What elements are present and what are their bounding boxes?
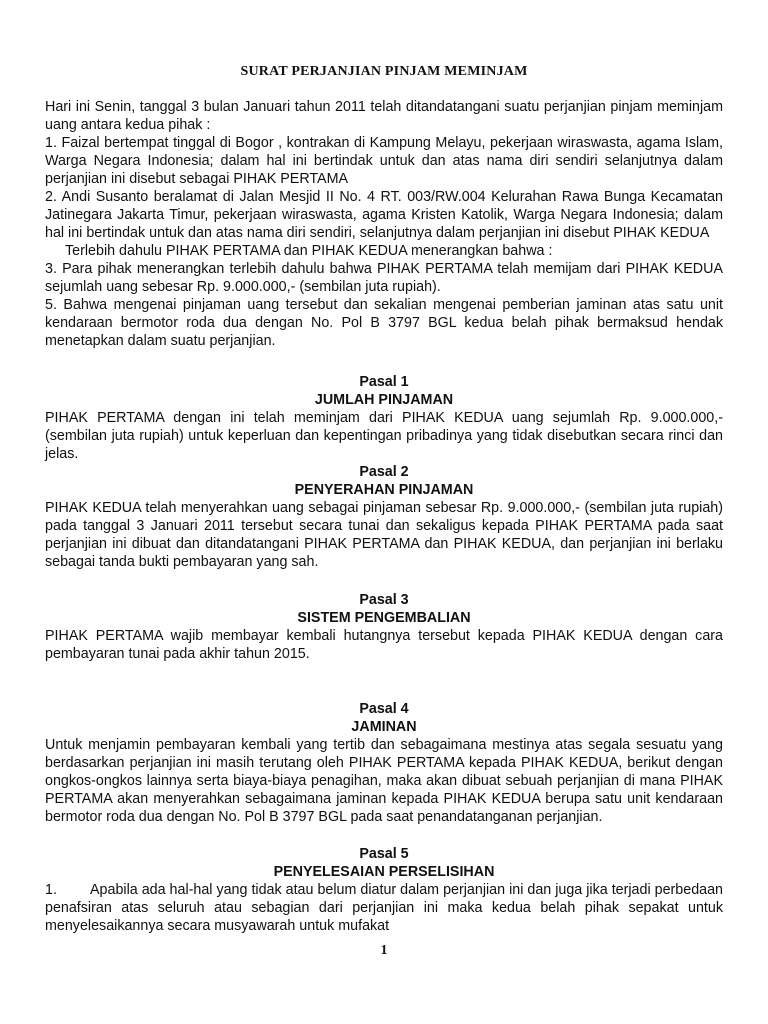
- pasal-4-body: Untuk menjamin pembayaran kembali yang tertib dan sebagaimana mestinya atas segala sesuatu yang berdasarkan perjanjian ini masih terutang oleh PIHAK PERTAMA kepada PIHAK KEDUA, berikut dengan ongkos-ongkos lainnya serta biaya-biaya penagihan, maka akan dibuat sebuah perjanjian di mana PIHAK PERTAMA akan menyerahkan sebagaimana jaminan kepada PIHAK KEDUA berupa satu unit kendaraan bermotor roda dua dengan No. Pol B 3797 BGL pada saat penandatanganan perjanjian.: [45, 737, 723, 825]
- pasal-1-heading: JUMLAH PINJAMAN: [314, 392, 454, 408]
- pasal-5-number: Pasal 5: [359, 846, 409, 862]
- pasal-5-item-number: 1.: [45, 882, 57, 898]
- pasal-3-body: PIHAK PERTAMA wajib membayar kembali hutangnya tersebut kepada PIHAK KEDUA dengan cara pembayaran tunai pada akhir tahun 2015.: [45, 628, 723, 662]
- pasal-2-heading: PENYERAHAN PINJAMAN: [294, 482, 474, 498]
- pasal-5-item-1: [45, 881, 723, 935]
- statement-line: Terlebih dahulu PIHAK PERTAMA dan PIHAK KEDUA menerangkan bahwa :: [65, 243, 553, 259]
- pasal-2-body: PIHAK KEDUA telah menyerahkan uang sebagai pinjaman sebesar Rp. 9.000.000,- (sembilan juta rupiah) pada tanggal 3 Januari 2011 tersebut secara tunai dan sekaligus kepada PIHAK PERTAMA pada saat perjanjian ini dibuat dan ditandatangani PIHAK PERTAMA dan PIHAK KEDUA, dan perjanjian ini berlaku sebagai tanda bukti pembayaran yang sah.: [45, 500, 723, 570]
- intro-opening: Hari ini Senin, tanggal 3 bulan Januari tahun 2011 telah ditandatangani suatu perjanjian pinjam meminjam uang antara kedua pihak :: [45, 99, 723, 133]
- party-one-paragraph: 1. Faizal bertempat tinggal di Bogor , kontrakan di Kampung Melayu, pekerjaan wiraswasta, agama Islam, Warga Negara Indonesia; dalam hal ini bertindak untuk dan atas nama diri sendiri selanjutnya dalam perjanjian ini disebut sebagai PIHAK PERTAMA: [45, 135, 723, 187]
- pasal-3-number: Pasal 3: [359, 592, 409, 608]
- pasal-3-heading: SISTEM PENGEMBALIAN: [297, 610, 471, 626]
- collateral-intent-paragraph: 5. Bahwa mengenai pinjaman uang tersebut dan sekalian mengenai pemberian jaminan atas satu unit kendaraan bermotor roda dua dengan No. Pol B 3797 BGL kedua belah pihak bermaksud hendak menetapkan dalam suatu perjanjian.: [45, 297, 723, 349]
- pasal-2-number: Pasal 2: [359, 464, 409, 480]
- pasal-4-heading: JAMINAN: [351, 719, 417, 735]
- page-number: 1: [380, 943, 388, 958]
- pasal-4-number: Pasal 4: [359, 701, 409, 717]
- intro-section: [45, 98, 723, 350]
- pasal-5-item-text: Apabila ada hal-hal yang tidak atau belum diatur dalam perjanjian ini dan juga jika terjadi perbedaan penafsiran atas seluruh atau sebagian dari perjanjian ini maka kedua belah pihak sepakat untuk menyelesaikannya secara musyawarah untuk mufakat: [45, 882, 723, 934]
- pasal-5-heading: PENYELESAIAN PERSELISIHAN: [273, 864, 495, 880]
- pasal-1-number: Pasal 1: [359, 374, 409, 390]
- pasal-1-body: PIHAK PERTAMA dengan ini telah meminjam dari PIHAK KEDUA uang sejumlah Rp. 9.000.000,- (sembilan juta rupiah) untuk keperluan dan kepentingan pribadinya yang tidak disebutkan secara rinci dan jelas.: [45, 410, 723, 462]
- document-title: SURAT PERJANJIAN PINJAM MEMINJAM: [240, 64, 528, 79]
- party-two-paragraph: 2. Andi Susanto beralamat di Jalan Mesjid II No. 4 RT. 003/RW.004 Kelurahan Rawa Bunga Kecamatan Jatinegara Jakarta Timur, pekerjaan wiraswasta, agama Kristen Katolik, Warga Negara Indonesia; dalam hal ini bertindak untuk dan atas nama diri sendiri, selanjutnya dalam perjanjian ini disebut PIHAK KEDUA: [45, 189, 723, 241]
- loan-amount-paragraph: 3. Para pihak menerangkan terlebih dahulu bahwa PIHAK PERTAMA telah memijam dari PIHAK KEDUA sejumlah uang sebesar Rp. 9.000.000,- (sembilan juta rupiah).: [45, 261, 723, 295]
